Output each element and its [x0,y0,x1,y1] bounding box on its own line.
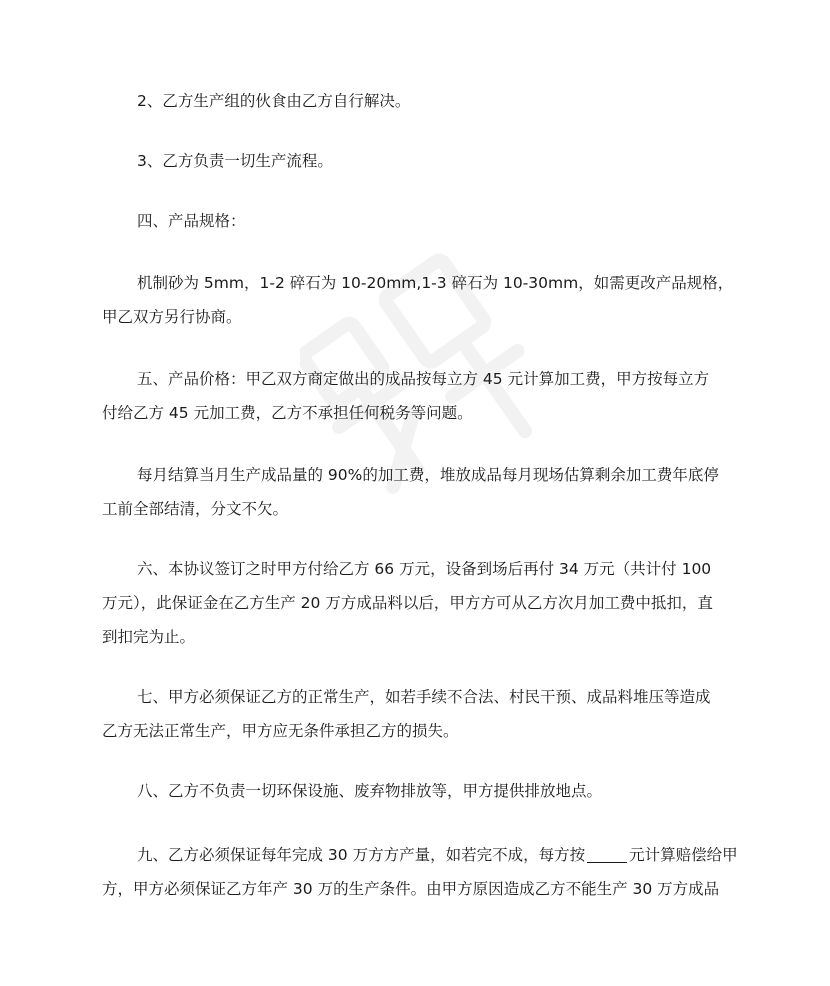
paragraph-line: 四、产品规格： [137,212,246,230]
paragraph-monthly-settlement [102,458,730,526]
paragraph-line: 五、产品价格：甲乙双方商定做出的成品按每立方 45 元计算加工费，甲方按每立方 [137,370,710,388]
text-after-blank: 元计算赔偿给甲 [629,846,738,864]
paragraph-line: 甲乙双方另行协商。 [102,308,242,326]
paragraph-line: 到扣完为止。 [102,628,196,646]
paragraph-line [102,838,738,872]
paragraph-product-spec [102,266,734,334]
paragraph-line: 乙方无法正常生产，甲方应无条件承担乙方的损失。 [102,722,459,740]
paragraph-line: 付给乙方 45 元加工费，乙方不承担任何税务等问题。 [102,404,473,422]
paragraph-item-3 [102,144,730,178]
paragraph-line: 八、乙方不负责一切环保设施、废弃物排放等，甲方提供排放地点。 [137,782,603,800]
text-before-blank: 九、乙方必须保证每年完成 30 万方方产量，如若完不成，每方按 [137,846,586,864]
paragraph-line: 六、本协议签订之时甲方付给乙方 66 万元，设备到场后再付 34 万元（共计付 100 [137,560,712,578]
paragraph-environmental [102,774,730,808]
fill-in-blank [587,846,627,863]
paragraph-line: 方，甲方必须保证乙方年产 30 万的生产条件。由甲方原因造成乙方不能生产 30 万方成品 [102,880,720,898]
paragraph-line: 每月结算当月生产成品量的 90%的加工费，堆放成品每月现场估算剩余加工费年底停 [137,466,719,484]
section-heading-product-spec [102,204,730,238]
paragraph-line: 2、乙方生产组的伙食由乙方自行解决。 [137,92,411,110]
paragraph-product-price [102,362,730,430]
paragraph-line: 工前全部结清，分文不欠。 [102,500,289,518]
paragraph-item-2 [102,84,730,118]
paragraph-line: 机制砂为 5mm，1-2 碎石为 10-20mm,1-3 碎石为 10-30mm，如需更改产品规格， [137,274,734,292]
paragraph-line: 七、甲方必须保证乙方的正常生产，如若手续不合法、村民干预、成品料堆压等造成 [137,688,711,706]
paragraph-line: 3、乙方负责一切生产流程。 [137,152,333,170]
paragraph-deposit [102,552,730,654]
paragraph-annual-output [102,838,738,906]
paragraph-line: 万元），此保证金在乙方生产 20 万方成品料以后，甲方方可从乙方次月加工费中抵扣，直 [102,594,713,612]
paragraph-normal-production [102,680,730,748]
